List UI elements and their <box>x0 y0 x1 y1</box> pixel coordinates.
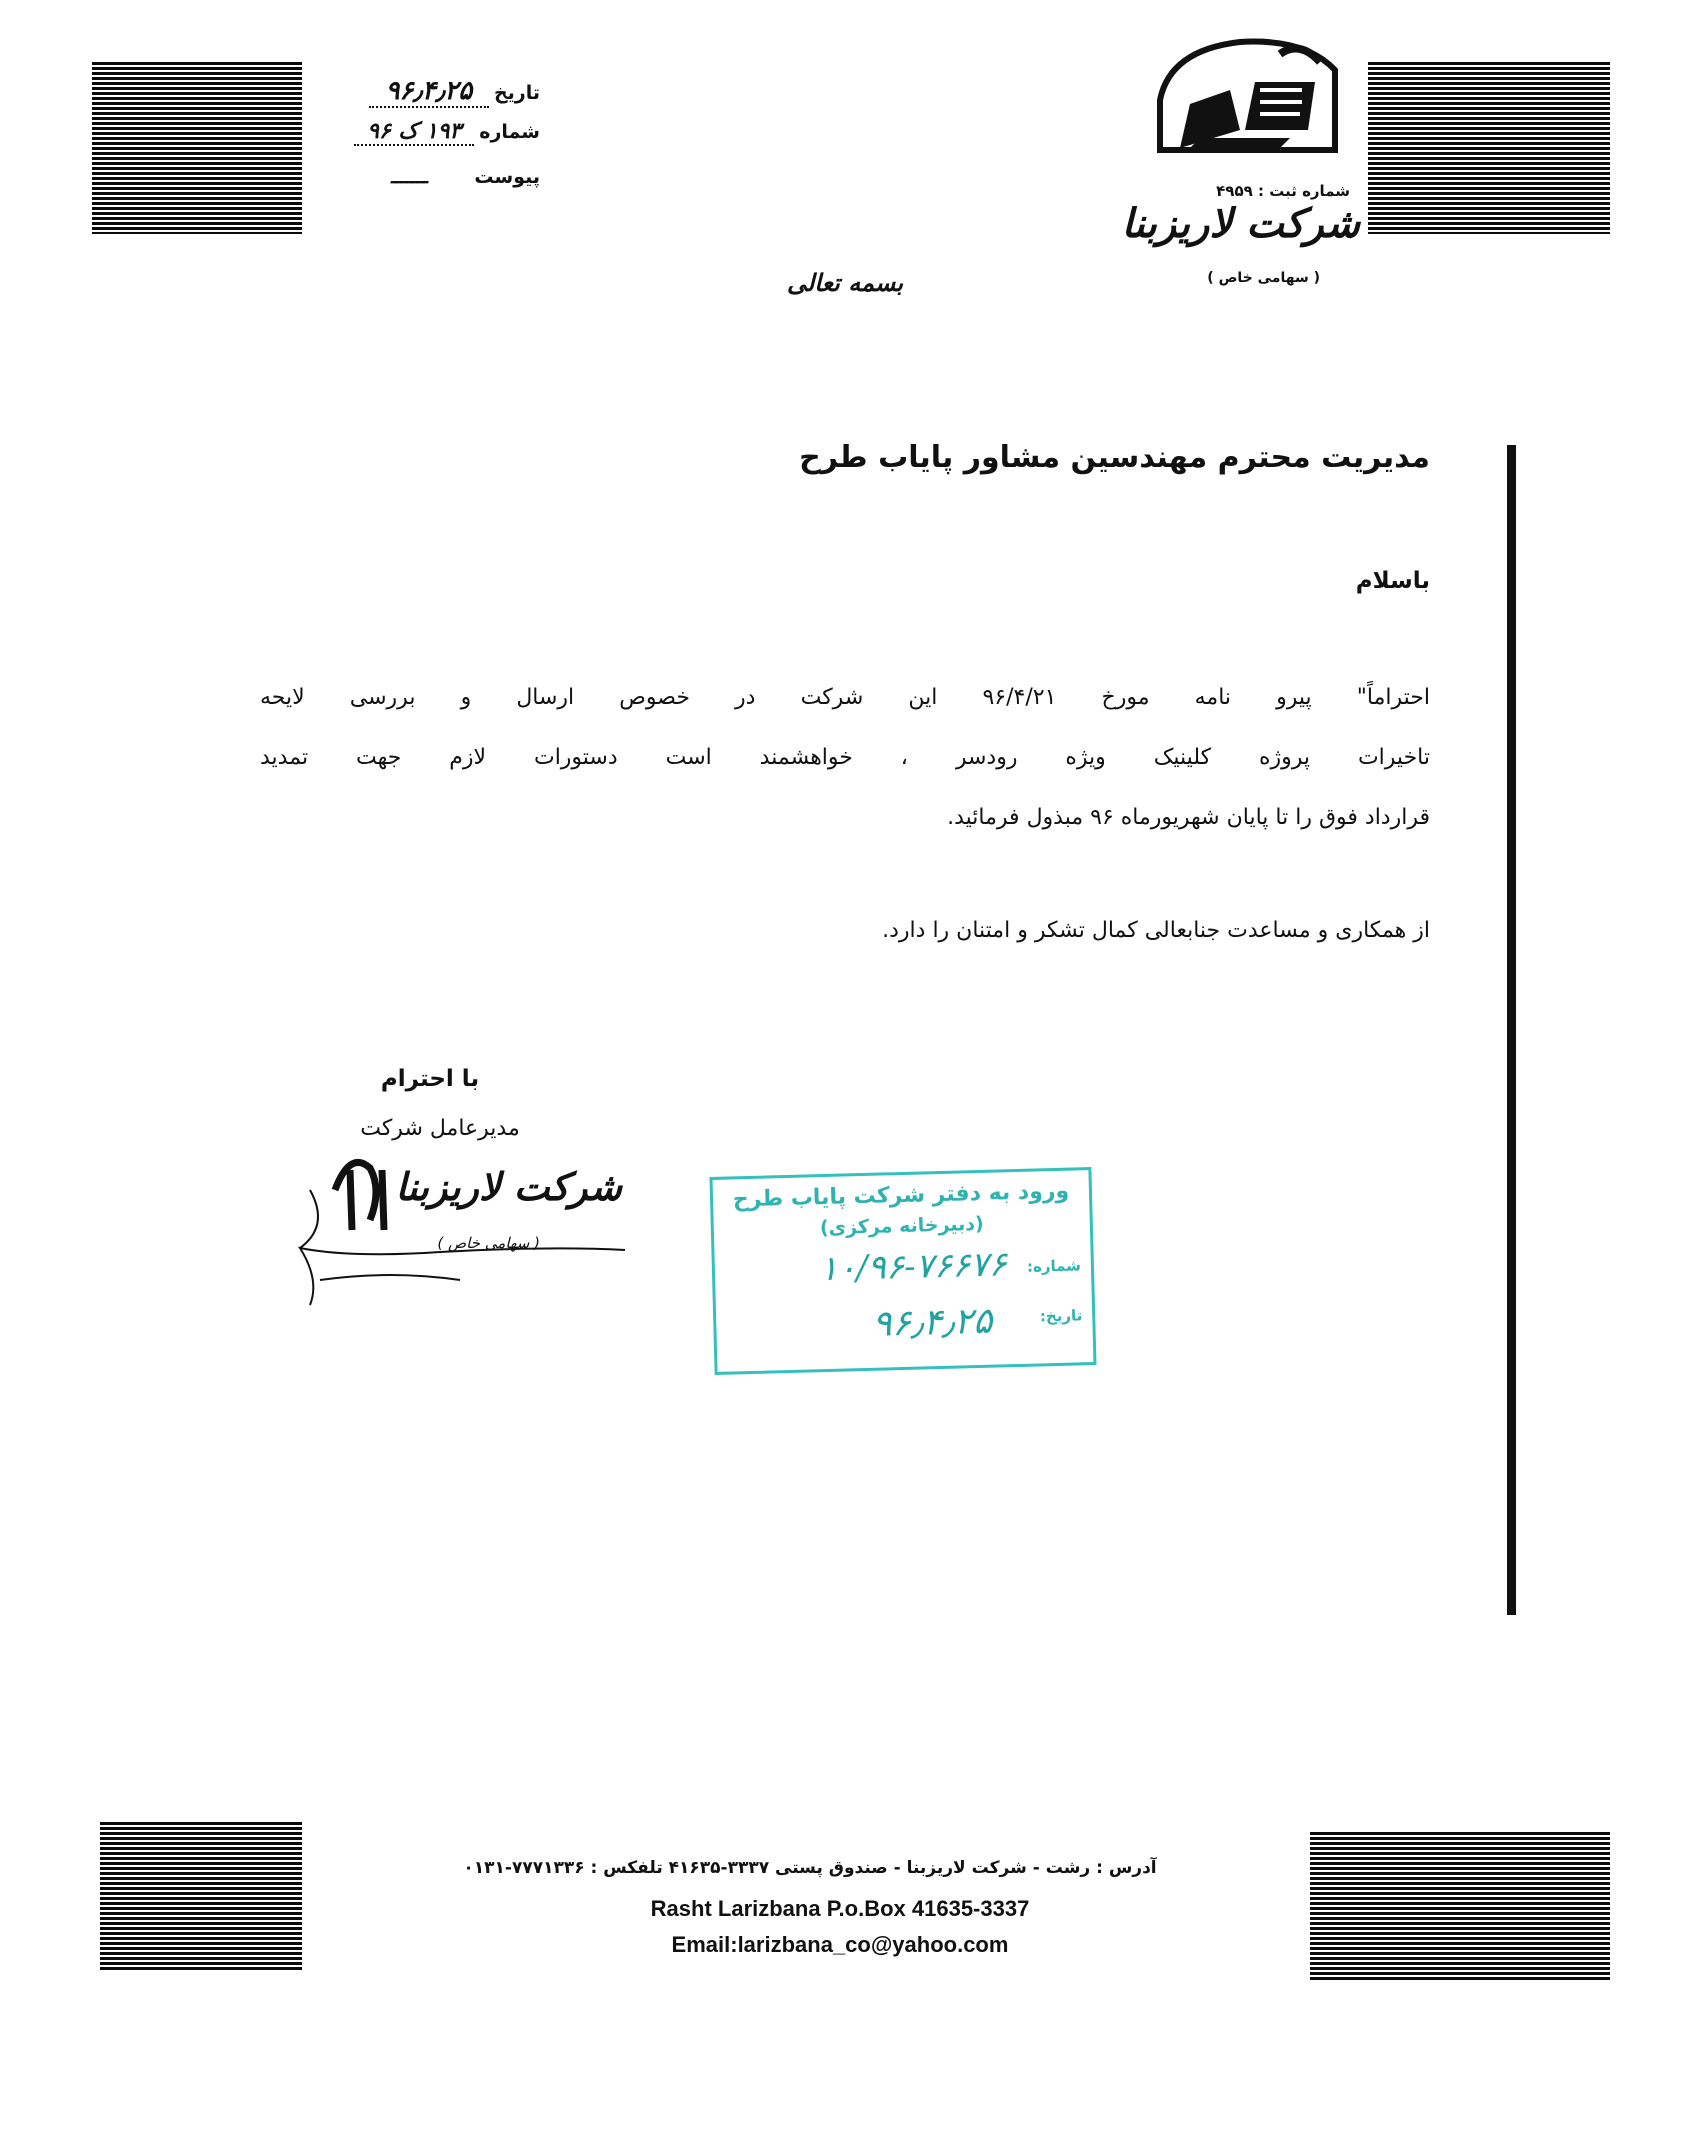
letter-paragraph <box>260 668 1430 848</box>
receipt-stamp-line2: (دبیرخانه مرکزی) <box>819 1212 984 1240</box>
signature-stamp-type: ( سهامی خاص ) <box>437 1234 540 1252</box>
attachment-value: ـــــــ <box>390 167 428 188</box>
logo-registration: شماره ثبت : ۴۹۵۹ <box>1216 182 1350 200</box>
footer-email: Email:larizbana_co@yahoo.com <box>671 1932 1009 1957</box>
receipt-date-value: ۹۶٫۴٫۲۵ <box>871 1300 993 1345</box>
greeting: باسلام <box>1355 568 1430 594</box>
header-stripes-left <box>92 62 302 234</box>
paragraph-line: قرارداد فوق را تا پایان شهریورماه ۹۶ مبذول فرمائید. <box>947 805 1430 830</box>
signature-title: مدیرعامل شرکت <box>360 1116 520 1141</box>
logo-emblem-icon <box>1130 30 1360 160</box>
signature-scribble-icon <box>290 1130 630 1315</box>
signature-stamp <box>290 1130 630 1315</box>
footer-stripes-left <box>100 1822 302 1972</box>
number-label: شماره <box>479 121 540 143</box>
footer-address-en: Rasht Larizbana P.o.Box 41635-3337 <box>650 1896 1030 1921</box>
receipt-stamp-line1: ورود به دفتر شرکت پایاب طرح <box>732 1178 1070 1213</box>
date-value: ۹۶٫۴٫۲۵ <box>369 76 489 108</box>
header-meta <box>300 62 540 202</box>
company-logo <box>1121 30 1360 286</box>
footer-stripes-right <box>1310 1832 1610 1982</box>
closing-line: از همکاری و مساعدت جنابعالی کمال تشکر و امتنان را دارد. <box>882 918 1430 943</box>
receipt-stamp <box>709 1167 1096 1375</box>
signature-regards: با احترام <box>380 1066 480 1092</box>
paragraph-line: احتراماً" پیرو نامه مورخ ۹۶/۴/۲۱ این شرکت در خصوص ارسال و بررسی لایحه <box>260 685 1430 710</box>
header-stripes-right <box>1368 62 1610 234</box>
receipt-number-label: شماره: <box>1026 1256 1082 1276</box>
logo-company-name: شرکت لاریزبنا <box>1121 200 1360 247</box>
attachment-label: پیوست <box>474 166 540 188</box>
signature-stamp-name: شرکت لاریزبنا <box>395 1164 622 1209</box>
date-label: تاریخ <box>493 82 540 104</box>
salutation-top: بسمه تعالی <box>786 268 904 297</box>
footer-address-fa: آدرس : رشت - شرکت لاریزبنا - صندوق پستی ۳۳۳۷-۴۱۶۳۵ تلفکس : ۷۷۷۱۳۳۶-۰۱۳۱ <box>463 1858 1157 1878</box>
receipt-date-label: تاریخ: <box>1039 1306 1083 1326</box>
margin-bar <box>1507 445 1516 1615</box>
number-value: ۱۹۳ ک ۹۶ <box>354 118 474 146</box>
recipient-line: مدیریت محترم مهندسین مشاور پایاب طرح <box>799 440 1430 475</box>
logo-company-type: ( سهامی خاص ) <box>1207 270 1320 286</box>
receipt-number-value: ۱۰/۹۶-۷۶۶۷۶ <box>819 1244 1008 1290</box>
paragraph-line: تاخیرات پروژه کلینیک ویژه رودسر ، خواهشمند است دستورات لازم جهت تمدید <box>260 745 1430 770</box>
